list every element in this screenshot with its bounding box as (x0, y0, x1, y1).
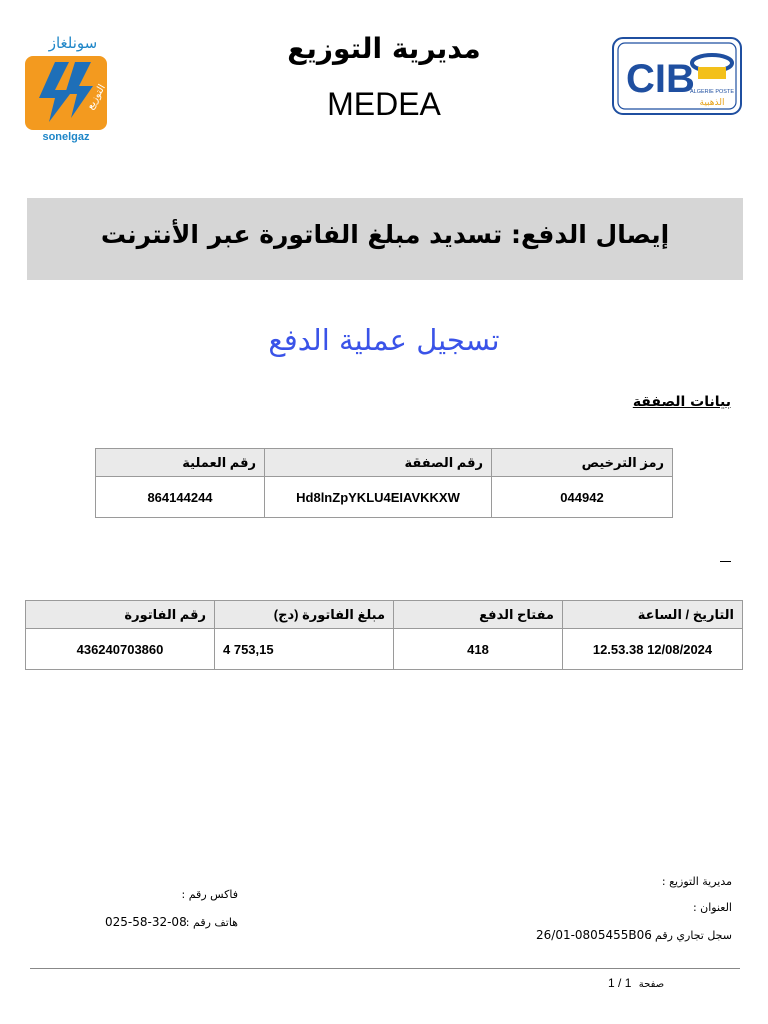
transaction-number-value: Hd8lnZpYKLU4EIAVKKXW (265, 477, 492, 518)
footer-commercial-register-value: 26/01-0805455B06 (536, 928, 652, 942)
table-header-row (26, 601, 743, 629)
table-row (96, 477, 673, 518)
registration-title: تسجيل عملية الدفع (268, 323, 500, 357)
cib-logo-text: CIB (626, 57, 695, 101)
algerie-poste-text: ALGERIE POSTE (689, 89, 735, 95)
page-label: صفحة (638, 979, 665, 990)
table-row (26, 629, 743, 670)
header-datetime: التاريخ / الساعة (563, 601, 743, 629)
payment-key-value: 418 (394, 629, 563, 670)
operation-number-value: 864144244 (96, 477, 265, 518)
footer-commercial-register-label: سجل تجاري رقم : (647, 929, 732, 942)
sonelgaz-bolt-icon (25, 56, 107, 130)
header-transaction-number: رقم الصفقة (265, 449, 492, 477)
page-total: 1 (608, 976, 615, 990)
page-indicator (608, 976, 664, 990)
separator-dash (720, 561, 731, 562)
receipt-banner (27, 198, 743, 280)
footer-directorate-label: مديرية التوزيع : (661, 875, 732, 888)
transaction-section-label: بيانات الصفقة (632, 394, 731, 410)
header-invoice-amount: مبلغ الفاتورة (دج) (215, 601, 394, 629)
page-current: 1 (624, 976, 632, 990)
sonelgaz-box-label: التوزيع (85, 82, 107, 112)
transaction-table (95, 448, 673, 518)
dahabia-text: الذهبية (699, 98, 725, 108)
datetime-value: 12/08/2024 12.53.38 (563, 629, 743, 670)
sonelgaz-latin-text: sonelgaz (42, 131, 90, 143)
directorate-title-arabic: مديرية التوزيع (287, 32, 481, 65)
sonelgaz-logo-mark (25, 56, 107, 130)
footer-address-label: العنوان : (692, 901, 732, 914)
header-operation-number: رقم العملية (96, 449, 265, 477)
sonelgaz-logo (22, 34, 110, 146)
footer-divider (30, 968, 740, 969)
footer-phone-value: 025-58-32-08 (105, 915, 187, 929)
auth-code-value: 044942 (492, 477, 673, 518)
cib-logo (612, 37, 742, 115)
header-payment-key: مفتاح الدفع (394, 601, 563, 629)
receipt-banner-text: إيصال الدفع: تسديد مبلغ الفاتورة عبر الأنترنت (100, 220, 670, 249)
footer-phone-label: هاتف رقم : (185, 916, 238, 929)
table-header-row (96, 449, 673, 477)
invoice-amount-value: 4 753,15 (215, 629, 394, 670)
directorate-title-latin: MEDEA (327, 86, 441, 122)
payment-table (25, 600, 743, 670)
invoice-number-value: 436240703860 (26, 629, 215, 670)
header-auth-code: رمز الترخيص (492, 449, 673, 477)
cib-card-icon (612, 37, 742, 115)
page-separator: / (618, 976, 622, 990)
footer-fax-label: فاكس رقم : (181, 888, 238, 901)
sonelgaz-arabic-text: سونلغاز (48, 34, 98, 52)
header-invoice-number: رقم الفاتورة (26, 601, 215, 629)
